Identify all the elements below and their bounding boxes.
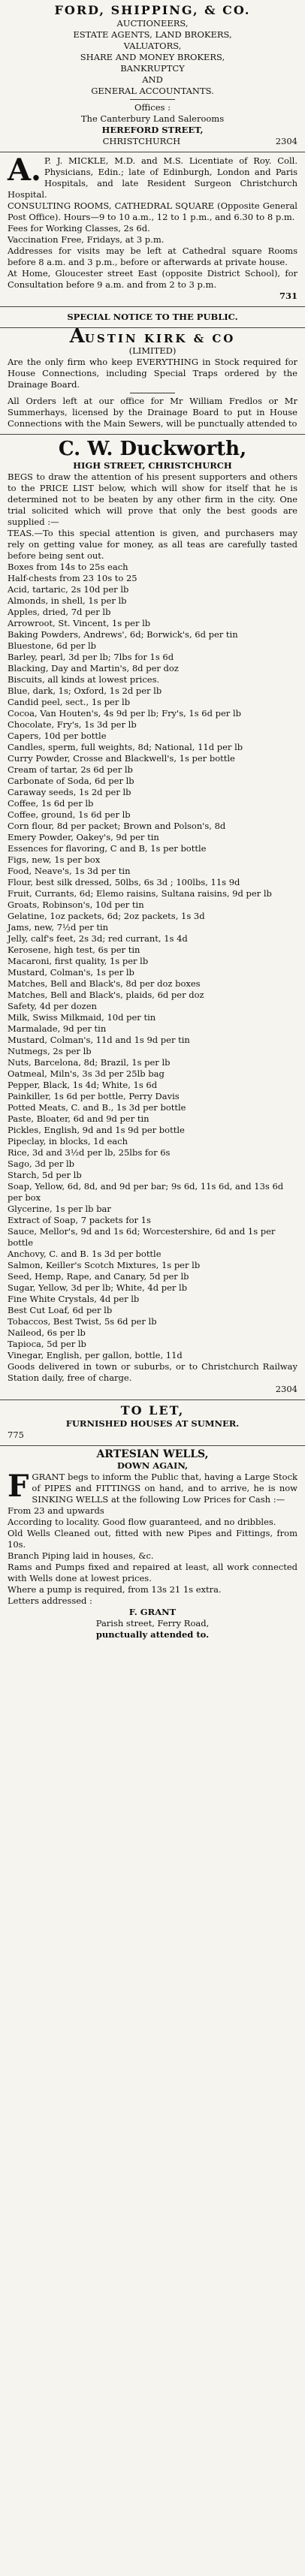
price-list-item: Apples, dried, 7d per lb <box>8 607 111 617</box>
artesian-line: Old Wells Cleaned out, fitted with new Pipes and Fittings, from 10s. <box>8 1528 297 1550</box>
price-list-item: Arrowroot, St. Vincent, 1s per lb <box>8 618 151 628</box>
ford-title: FORD, SHIPPING, & CO. <box>54 3 251 17</box>
artesian-advert <box>0 1446 305 1645</box>
tolet-text: FURNISHED HOUSES AT SUMNER. <box>65 1418 240 1429</box>
price-list-item: Essences for flavoring, C and B, 1s per bottle <box>8 843 207 854</box>
price-list-item: Extract of Soap, 7 packets for 1s <box>8 1215 151 1225</box>
price-list-item: Groats, Robinson's, 10d per tin <box>8 899 144 910</box>
artesian-letters: Letters addressed : <box>8 1595 92 1606</box>
duckworth-title: C. W. Duckworth, <box>58 438 247 460</box>
price-list-item: Tapioca, 5d per lb <box>8 1339 86 1349</box>
tolet-ref: 775 <box>8 1430 24 1440</box>
price-list-item: Gelatine, 1oz packets, 6d; 2oz packets, 1s 3d <box>8 911 205 921</box>
duckworth-advert <box>0 435 305 1400</box>
price-list-item: Vinegar, English, per gallon, bottle, 11d <box>8 1350 183 1360</box>
ford-offices: The Canterbury Land Salerooms <box>80 113 225 124</box>
mickle-address: Addresses for visits may be left at Cathedral square Rooms before 8 a.m. and 3 p.m., before or afterwards at private house. <box>8 246 297 267</box>
price-list-item: Salmon, Keiller's Scotch Mixtures, 1s per lb <box>8 1260 201 1270</box>
price-list <box>8 562 297 1361</box>
price-list-item: Oatmeal, Miln's, 3s 3d per 25lb bag <box>8 1068 165 1079</box>
price-list-item: Nutmegs, 2s per lb <box>8 1046 92 1056</box>
mickle-advert <box>0 152 305 307</box>
price-list-item: Carbonate of Soda, 6d per lb <box>8 776 134 786</box>
price-list-item: Baking Powders, Andrews', 6d; Borwick's, 6d per tin <box>8 629 238 640</box>
divider <box>130 99 175 100</box>
price-list-item: Coffee, ground, 1s 6d per lb <box>8 809 131 820</box>
price-list-item: Painkiller, 1s 6d per bottle, Perry Davis <box>8 1091 180 1101</box>
price-list-item: Matches, Bell and Black's, plaids, 6d per doz <box>8 990 204 1000</box>
duckworth-closing: Goods delivered in town or suburbs, or to Christchurch Railway Station daily, free of charge. <box>8 1361 297 1383</box>
austin-text2: All Orders left at our office for Mr William Fredlos or Mr Summerhays, licensed by the Drainage Board to put in House Connections with the Main Sewers, will be punctually attended to <box>8 396 297 429</box>
austin-text: Are the only firm who keep EVERYTHING in Stock required for House Connections, including Special Traps ordered by the Drainage Board. <box>8 357 297 390</box>
price-list-item: Jelly, calf's feet, 2s 3d; red currant, 1s 4d <box>8 933 188 944</box>
price-list-item: Naileod, 6s per lb <box>8 1327 86 1338</box>
austin-title: USTIN KIRK & CO <box>84 332 236 345</box>
price-list-item: Food, Neave's, 1s 3d per tin <box>8 866 131 876</box>
price-list-item: Pickles, English, 9d and 1s 9d per bottle <box>8 1125 185 1135</box>
price-list-item: Nuts, Barcelona, 8d; Brazil, 1s per lb <box>8 1057 171 1068</box>
price-list-item: Mustard, Colman's, 1s per lb <box>8 967 134 978</box>
price-list-item: Biscuits, all kinds at lowest prices. <box>8 674 160 685</box>
price-list-item: Caraway seeds, 1s 2d per lb <box>8 787 131 797</box>
price-list-item: Potted Meats, C. and B., 1s 3d per bottle <box>8 1102 186 1113</box>
mickle-ref: 731 <box>279 291 297 301</box>
price-list-item: Mustard, Colman's, 11d and 1s 9d per tin <box>8 1035 190 1045</box>
price-list-item: Marmalade, 9d per tin <box>8 1023 107 1034</box>
price-list-item: Acid, tartaric, 2s 10d per lb <box>8 584 129 595</box>
ford-offices-label: Offices : <box>134 102 171 113</box>
price-list-item: Figs, new, 1s per box <box>8 854 101 865</box>
price-list-item: Blue, dark, 1s; Oxford, 1s 2d per lb <box>8 685 162 696</box>
price-list-item: Emery Powder, Oakey's, 9d per tin <box>8 832 159 842</box>
price-list-item: Macaroni, first quality, 1s per lb <box>8 956 149 966</box>
special-notice: SPECIAL NOTICE TO THE PUBLIC. <box>0 307 305 328</box>
price-list-item: Capers, 10d per bottle <box>8 731 107 741</box>
tolet-advert <box>0 1400 305 1446</box>
price-list-item: Cocoa, Van Houten's, 4s 9d per lb; Fry's, 1s 6d per lb <box>8 708 241 719</box>
price-list-item: Candid peel, sect., 1s per lb <box>8 697 131 707</box>
ford-street: HEREFORD STREET, <box>101 125 204 135</box>
artesian-name: F. GRANT <box>128 1607 177 1617</box>
ford-ref: 2304 <box>275 136 297 146</box>
austin-advert <box>0 325 305 435</box>
duckworth-address: HIGH STREET, CHRISTCHURCH <box>73 460 232 471</box>
artesian-line: Rams and Pumps fixed and repaired at least, all work connected with Wells done at lowest prices. <box>8 1562 297 1583</box>
ford-line: AND <box>142 74 163 85</box>
price-list-item: Jams, new, 7½d per tin <box>8 922 109 932</box>
artesian-dropcap: F <box>8 1469 29 1504</box>
ford-line: SHARE AND MONEY BROKERS, <box>80 52 225 62</box>
price-list-item: Coffee, 1s 6d per lb <box>8 798 94 809</box>
price-list-item: Sugar, Yellow, 3d per lb; White, 4d per lb <box>8 1282 188 1293</box>
price-list-item: Glycerine, 1s per lb bar <box>8 1204 111 1214</box>
ford-line: AUCTIONEERS, <box>116 18 189 29</box>
artesian-line: Where a pump is required, from 13s 21 1s extra. <box>8 1584 222 1595</box>
price-list-item: Chocolate, Fry's, 1s 3d per lb <box>8 719 137 730</box>
tolet-heading: TO LET, <box>120 1403 185 1418</box>
artesian-line: According to locality. Good flow guaranteed, and no dribbles. <box>8 1517 276 1527</box>
price-list-item: Boxes from 14s to 25s each <box>8 562 128 572</box>
artesian-line: From 23 and upwards <box>8 1505 104 1516</box>
duckworth-teas: TEAS.—To this special attention is given, and purchasers may rely on getting value for money, as all teas are carefully tasted before being sent out. <box>8 528 297 561</box>
ford-line: VALUATORS, <box>123 41 182 51</box>
price-list-item: Pipeclay, in blocks, 1d each <box>8 1136 128 1146</box>
mickle-vaccination: Vaccination Free, Fridays, at 3 p.m. <box>8 234 165 245</box>
ford-city: CHRISTCHURCH <box>102 136 181 146</box>
price-list-item: Almonds, in shell, 1s per lb <box>8 595 127 606</box>
price-list-item: Barley, pearl, 3d per lb; 7lbs for 1s 6d <box>8 652 174 662</box>
ford-line: GENERAL ACCOUNTANTS. <box>91 86 214 96</box>
artesian-line: Branch Piping laid in houses, &c. <box>8 1550 154 1561</box>
price-list-item: Curry Powder, Crosse and Blackwell's, 1s per bottle <box>8 753 235 764</box>
price-list-item: Matches, Bell and Black's, 8d per doz boxes <box>8 978 201 989</box>
price-list-item: Cream of tartar, 2s 6d per lb <box>8 764 133 775</box>
price-list-item: Pepper, Black, 1s 4d; White, 1s 6d <box>8 1080 158 1090</box>
price-list-item: Sago, 3d per lb <box>8 1158 75 1169</box>
price-list-item: Kerosene, high test, 6s per tin <box>8 945 140 955</box>
price-list-item: Bluestone, 6d per lb <box>8 640 97 651</box>
ford-line: ESTATE AGENTS, LAND BROKERS, <box>73 29 232 40</box>
mickle-rooms: CONSULTING ROOMS, CATHEDRAL SQUARE (Opposite General Post Office). Hours—9 to 10 a.m., 12 to 1 p.m., and 6.30 to 8 p.m. <box>8 200 297 222</box>
price-list-item: Best Cut Loaf, 6d per lb <box>8 1305 113 1315</box>
price-list-item: Fine White Crystals, 4d per lb <box>8 1294 140 1304</box>
duckworth-ref: 2304 <box>275 1384 297 1394</box>
duckworth-intro: BEGS to draw the attention of his present supporters and others to the PRICE LIST below, which will show for itself that he is determined not to be beaten by any other firm in the city. One trial solicited which will prove that only the best goods are supplied :— <box>8 472 297 527</box>
mickle-fees: Fees for Working Classes, 2s 6d. <box>8 223 150 233</box>
price-list-item: Safety, 4d per dozen <box>8 1001 97 1011</box>
price-list-item: Fruit, Currants, 6d; Elemo raisins, Sultana raisins, 9d per lb <box>8 888 272 899</box>
ford-advert <box>0 0 305 152</box>
price-list-item: Soap, Yellow, 6d, 8d, and 9d per bar; 9s 6d, 11s 6d, and 13s 6d per box <box>8 1181 284 1203</box>
mickle-text: P. J. MICKLE, M.D. and M.S. Licentiate of Roy. Coll. Physicians, Edin.; late of Edinburgh, London and Paris Hospitals, and late Resident Surgeon Christchurch Hospital. <box>8 155 297 200</box>
price-list-item: Candles, sperm, full weights, 8d; National, 11d per lb <box>8 742 243 752</box>
mickle-house: At Home, Gloucester street East (opposite District School), for Consultation before 9 a.m. and from 2 to 3 p.m. <box>8 268 297 290</box>
price-list-item: Rice, 3d and 3½d per lb, 25lbs for 6s <box>8 1147 171 1158</box>
price-list-item: Paste, Bloater, 6d and 9d per tin <box>8 1113 149 1124</box>
artesian-heading: ARTESIAN WELLS, <box>96 1448 209 1460</box>
ford-line: BANKRUPTCY <box>120 63 185 74</box>
price-list-item: Milk, Swiss Milkmaid, 10d per tin <box>8 1012 156 1023</box>
price-list-item: Sauce, Mellor's, 9d and 1s 6d; Worcestershire, 6d and 1s per bottle <box>8 1226 276 1248</box>
artesian-footer: punctually attended to. <box>95 1629 210 1640</box>
artesian-sub: DOWN AGAIN, <box>116 1460 189 1471</box>
artesian-address: Parish street, Ferry Road, <box>95 1618 210 1628</box>
price-list-item: Flour, best silk dressed, 50lbs, 6s 3d ; 100lbs, 11s 9d <box>8 877 240 887</box>
artesian-text: GRANT begs to inform the Public that, having a Large Stock of PIPES and FITTINGS on hand, and to arrive, he is now SINKING WELLS at the following Low Prices for Cash :— <box>32 1472 297 1505</box>
austin-subtitle: (LIMITED) <box>128 345 177 356</box>
price-list-item: Tobaccos, Best Twist, 5s 6d per lb <box>8 1316 157 1327</box>
price-list-item: Anchovy, C. and B. 1s 3d per bottle <box>8 1249 162 1259</box>
price-list-item: Starch, 5d per lb <box>8 1170 82 1180</box>
mickle-dropcap: A. <box>8 152 41 188</box>
price-list-item: Blacking, Day and Martin's, 8d per doz <box>8 663 179 673</box>
price-list-item: Seed, Hemp, Rape, and Canary, 5d per lb <box>8 1271 189 1282</box>
austin-dropcap: A <box>69 325 85 348</box>
price-list-item: Corn flour, 8d per packet; Brown and Polson's, 8d <box>8 821 226 831</box>
price-list-item: Half-chests from 23 10s to 25 <box>8 573 137 583</box>
